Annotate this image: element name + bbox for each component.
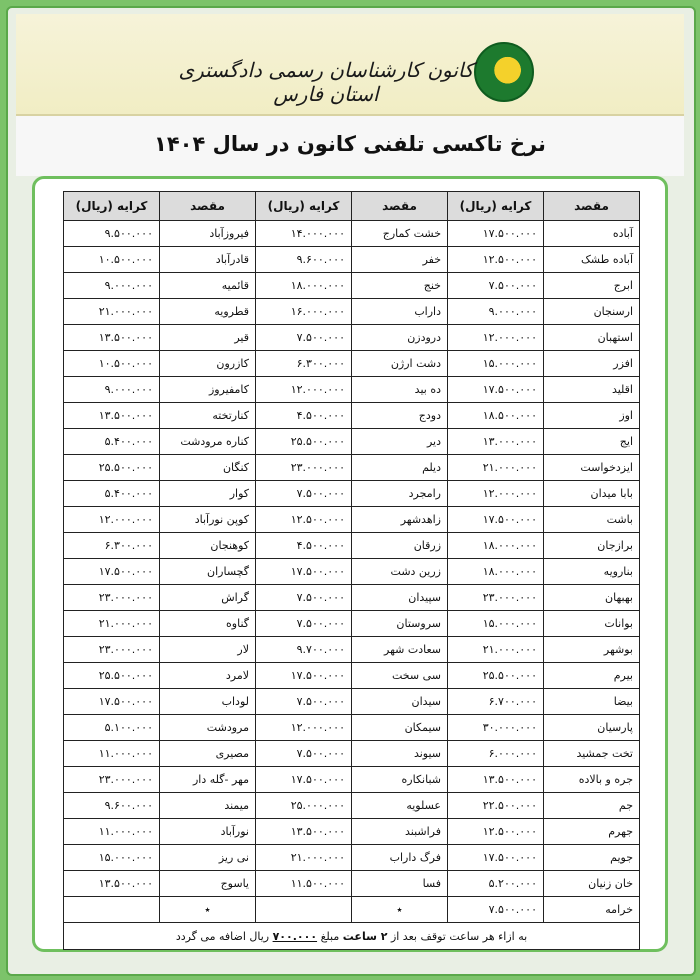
- destination-cell: بنارویه: [544, 559, 640, 585]
- destination-cell: کنگان: [160, 455, 256, 481]
- destination-cell: لوداب: [160, 689, 256, 715]
- destination-cell: خرامه: [544, 897, 640, 923]
- destination-cell: کوپن نورآباد: [160, 507, 256, 533]
- destination-cell: فرگ داراب: [352, 845, 448, 871]
- table-row: [64, 325, 640, 351]
- table-row: [64, 585, 640, 611]
- destination-cell: سعادت شهر: [352, 637, 448, 663]
- price-cell: ۵.۲۰۰.۰۰۰: [448, 871, 544, 897]
- destination-cell: فراشبند: [352, 819, 448, 845]
- destination-cell: کازرون: [160, 351, 256, 377]
- price-cell: ۱۳.۵۰۰.۰۰۰: [64, 325, 160, 351]
- price-cell: ۲۱.۰۰۰.۰۰۰: [64, 299, 160, 325]
- price-cell: ۱۰.۵۰۰.۰۰۰: [64, 351, 160, 377]
- price-cell: ۷.۵۰۰.۰۰۰: [256, 481, 352, 507]
- destination-cell: عسلویه: [352, 793, 448, 819]
- destination-cell: باشت: [544, 507, 640, 533]
- price-cell: ۱۷.۵۰۰.۰۰۰: [448, 377, 544, 403]
- destination-cell: نورآباد: [160, 819, 256, 845]
- table-row: [64, 559, 640, 585]
- price-cell: [256, 897, 352, 923]
- table-row: [64, 273, 640, 299]
- price-cell: ۱۷.۵۰۰.۰۰۰: [256, 767, 352, 793]
- destination-cell: دیلم: [352, 455, 448, 481]
- price-cell: ۹.۶۰۰.۰۰۰: [256, 247, 352, 273]
- price-cell: ۱۷.۵۰۰.۰۰۰: [64, 559, 160, 585]
- price-cell: ۲۳.۰۰۰.۰۰۰: [64, 767, 160, 793]
- table-row: [64, 221, 640, 247]
- price-cell: ۷.۵۰۰.۰۰۰: [448, 273, 544, 299]
- price-cell: ۷.۵۰۰.۰۰۰: [256, 611, 352, 637]
- destination-cell: داراب: [352, 299, 448, 325]
- destination-cell: بابا میدان: [544, 481, 640, 507]
- price-cell: ۱۳.۰۰۰.۰۰۰: [448, 429, 544, 455]
- destination-cell: نی ریز: [160, 845, 256, 871]
- footer-mid: مبلغ: [320, 929, 340, 943]
- price-cell: ۱۵.۰۰۰.۰۰۰: [448, 611, 544, 637]
- footer-amount: ۷۰۰.۰۰۰: [272, 929, 318, 943]
- destination-cell: سیدان: [352, 689, 448, 715]
- price-cell: ۲۲.۵۰۰.۰۰۰: [448, 793, 544, 819]
- price-cell: ۱۳.۵۰۰.۰۰۰: [64, 403, 160, 429]
- price-cell: ۱۷.۵۰۰.۰۰۰: [64, 689, 160, 715]
- price-cell: ۹.۰۰۰.۰۰۰: [64, 377, 160, 403]
- price-cell: ۹.۵۰۰.۰۰۰: [64, 221, 160, 247]
- price-cell: ۴.۵۰۰.۰۰۰: [256, 533, 352, 559]
- price-cell: ۱۲.۵۰۰.۰۰۰: [256, 507, 352, 533]
- footer-hours: ۲ ساعت: [342, 929, 388, 943]
- page-title: نرخ تاکسی تلفنی کانون در سال ۱۴۰۴: [154, 132, 546, 156]
- price-cell: ۱۲.۰۰۰.۰۰۰: [448, 325, 544, 351]
- price-cell: ۹.۰۰۰.۰۰۰: [448, 299, 544, 325]
- destination-cell: قادرآباد: [160, 247, 256, 273]
- destination-cell: خنج: [352, 273, 448, 299]
- table-row: [64, 377, 640, 403]
- price-cell: ۱۸.۵۰۰.۰۰۰: [448, 403, 544, 429]
- price-cell: ۱۲.۰۰۰.۰۰۰: [256, 377, 352, 403]
- price-cell: ۲۵.۰۰۰.۰۰۰: [256, 793, 352, 819]
- destination-cell: ایج: [544, 429, 640, 455]
- price-cell: ۲۱.۰۰۰.۰۰۰: [64, 611, 160, 637]
- table-row: [64, 351, 640, 377]
- destination-cell: میمند: [160, 793, 256, 819]
- price-cell: ۵.۴۰۰.۰۰۰: [64, 481, 160, 507]
- destination-cell: زاهدشهر: [352, 507, 448, 533]
- rates-panel: [32, 176, 668, 952]
- table-row: [64, 871, 640, 897]
- table-row: [64, 403, 640, 429]
- price-cell: ۷.۵۰۰.۰۰۰: [256, 325, 352, 351]
- rates-table: [63, 191, 640, 950]
- table-row: [64, 611, 640, 637]
- destination-cell: سیمکان: [352, 715, 448, 741]
- price-cell: ۱۱.۰۰۰.۰۰۰: [64, 741, 160, 767]
- table-row: [64, 507, 640, 533]
- table-row: [64, 767, 640, 793]
- price-cell: ۲۱.۰۰۰.۰۰۰: [448, 637, 544, 663]
- price-cell: ۷.۵۰۰.۰۰۰: [256, 741, 352, 767]
- price-cell: ۱۲.۵۰۰.۰۰۰: [448, 819, 544, 845]
- table-header-row: [64, 192, 640, 221]
- price-cell: ۲۳.۰۰۰.۰۰۰: [64, 637, 160, 663]
- destination-cell: بیضا: [544, 689, 640, 715]
- destination-cell: لامرد: [160, 663, 256, 689]
- table-row: [64, 533, 640, 559]
- price-cell: ۱۲.۰۰۰.۰۰۰: [256, 715, 352, 741]
- destination-cell: بوانات: [544, 611, 640, 637]
- price-cell: ۱۷.۵۰۰.۰۰۰: [448, 845, 544, 871]
- price-cell: ۲۵.۵۰۰.۰۰۰: [64, 663, 160, 689]
- price-cell: ۱۳.۵۰۰.۰۰۰: [448, 767, 544, 793]
- destination-cell: بوشهر: [544, 637, 640, 663]
- destination-cell: ٭: [352, 897, 448, 923]
- destination-cell: سی سخت: [352, 663, 448, 689]
- price-cell: ۱۵.۰۰۰.۰۰۰: [64, 845, 160, 871]
- destination-cell: شبانکاره: [352, 767, 448, 793]
- price-cell: ۶.۳۰۰.۰۰۰: [64, 533, 160, 559]
- price-cell: ۱۸.۰۰۰.۰۰۰: [448, 533, 544, 559]
- price-cell: ۶.۷۰۰.۰۰۰: [448, 689, 544, 715]
- header-banner: [16, 14, 684, 116]
- price-cell: ۳۰.۰۰۰.۰۰۰: [448, 715, 544, 741]
- price-cell: ۱۸.۰۰۰.۰۰۰: [448, 559, 544, 585]
- destination-cell: خفر: [352, 247, 448, 273]
- price-cell: ۱۸.۰۰۰.۰۰۰: [256, 273, 352, 299]
- footer-pre: به ازاء هر ساعت توقف بعد از: [390, 929, 528, 943]
- destination-cell: قطرویه: [160, 299, 256, 325]
- table-row: [64, 429, 640, 455]
- price-cell: ۹.۶۰۰.۰۰۰: [64, 793, 160, 819]
- col-price-header: کرایه (ریال): [256, 192, 352, 221]
- destination-cell: تخت جمشید: [544, 741, 640, 767]
- price-cell: ۲۵.۵۰۰.۰۰۰: [256, 429, 352, 455]
- price-cell: ۱۱.۰۰۰.۰۰۰: [64, 819, 160, 845]
- table-row: [64, 455, 640, 481]
- destination-cell: درودزن: [352, 325, 448, 351]
- destination-cell: خان زنیان: [544, 871, 640, 897]
- destination-cell: جهرم: [544, 819, 640, 845]
- price-cell: ۱۳.۵۰۰.۰۰۰: [64, 871, 160, 897]
- price-cell: ۱۲.۵۰۰.۰۰۰: [448, 247, 544, 273]
- destination-cell: اوز: [544, 403, 640, 429]
- destination-cell: جویم: [544, 845, 640, 871]
- table-row: [64, 689, 640, 715]
- table-row: [64, 897, 640, 923]
- table-row: [64, 663, 640, 689]
- destination-cell: ٭: [160, 897, 256, 923]
- table-row: [64, 247, 640, 273]
- destination-cell: دشت ارژن: [352, 351, 448, 377]
- destination-cell: زرقان: [352, 533, 448, 559]
- destination-cell: ایزدخواست: [544, 455, 640, 481]
- table-row: [64, 637, 640, 663]
- destination-cell: بیرم: [544, 663, 640, 689]
- price-cell: ۱۳.۵۰۰.۰۰۰: [256, 819, 352, 845]
- destination-cell: مصیری: [160, 741, 256, 767]
- destination-cell: کناره مرودشت: [160, 429, 256, 455]
- destination-cell: بهبهان: [544, 585, 640, 611]
- col-dest-header: مقصد: [544, 192, 640, 221]
- destination-cell: گراش: [160, 585, 256, 611]
- destination-cell: فیروزآباد: [160, 221, 256, 247]
- price-cell: ۲۳.۰۰۰.۰۰۰: [256, 455, 352, 481]
- destination-cell: قائمیه: [160, 273, 256, 299]
- table-row: [64, 741, 640, 767]
- destination-cell: یاسوج: [160, 871, 256, 897]
- price-cell: ۵.۱۰۰.۰۰۰: [64, 715, 160, 741]
- price-cell: [64, 897, 160, 923]
- col-price-header: کرایه (ریال): [64, 192, 160, 221]
- price-cell: ۱۷.۵۰۰.۰۰۰: [448, 507, 544, 533]
- price-cell: ۲۳.۰۰۰.۰۰۰: [448, 585, 544, 611]
- price-cell: ۱۲.۰۰۰.۰۰۰: [64, 507, 160, 533]
- price-cell: ۱۴.۰۰۰.۰۰۰: [256, 221, 352, 247]
- destination-cell: ده بید: [352, 377, 448, 403]
- destination-cell: سپیدان: [352, 585, 448, 611]
- destination-cell: کوهنجان: [160, 533, 256, 559]
- col-price-header: کرایه (ریال): [448, 192, 544, 221]
- table-row: [64, 793, 640, 819]
- destination-cell: دودج: [352, 403, 448, 429]
- footer-row: [64, 923, 640, 950]
- price-cell: ۲۱.۰۰۰.۰۰۰: [448, 455, 544, 481]
- destination-cell: سیوند: [352, 741, 448, 767]
- destination-cell: پارسیان: [544, 715, 640, 741]
- table-row: [64, 481, 640, 507]
- price-cell: ۷.۵۰۰.۰۰۰: [256, 689, 352, 715]
- destination-cell: جره و بالاده: [544, 767, 640, 793]
- destination-cell: مرودشت: [160, 715, 256, 741]
- price-cell: ۹.۷۰۰.۰۰۰: [256, 637, 352, 663]
- destination-cell: اقلید: [544, 377, 640, 403]
- price-cell: ۱۶.۰۰۰.۰۰۰: [256, 299, 352, 325]
- price-cell: ۷.۵۰۰.۰۰۰: [448, 897, 544, 923]
- destination-cell: برازجان: [544, 533, 640, 559]
- destination-cell: خشت کمارج: [352, 221, 448, 247]
- col-dest-header: مقصد: [352, 192, 448, 221]
- destination-cell: ابرج: [544, 273, 640, 299]
- destination-cell: کامفیروز: [160, 377, 256, 403]
- table-row: [64, 819, 640, 845]
- col-dest-header: مقصد: [160, 192, 256, 221]
- destination-cell: فسا: [352, 871, 448, 897]
- price-cell: ۱۰.۵۰۰.۰۰۰: [64, 247, 160, 273]
- table-row: [64, 299, 640, 325]
- org-title: کانون کارشناسان رسمی دادگستری استان فارس: [178, 58, 474, 106]
- destination-cell: لار: [160, 637, 256, 663]
- destination-cell: آباده: [544, 221, 640, 247]
- price-cell: ۱۷.۵۰۰.۰۰۰: [448, 221, 544, 247]
- footer-note: [64, 923, 640, 950]
- footer-post: ریال اضافه می گردد: [175, 929, 270, 943]
- price-cell: ۱۷.۵۰۰.۰۰۰: [256, 559, 352, 585]
- price-cell: ۴.۵۰۰.۰۰۰: [256, 403, 352, 429]
- destination-cell: سروستان: [352, 611, 448, 637]
- title-band: [16, 116, 684, 176]
- price-cell: ۵.۴۰۰.۰۰۰: [64, 429, 160, 455]
- destination-cell: کنارتخته: [160, 403, 256, 429]
- destination-cell: گناوه: [160, 611, 256, 637]
- price-cell: ۱۲.۰۰۰.۰۰۰: [448, 481, 544, 507]
- price-cell: ۶.۳۰۰.۰۰۰: [256, 351, 352, 377]
- table-row: [64, 845, 640, 871]
- destination-cell: استهبان: [544, 325, 640, 351]
- destination-cell: آباده طشک: [544, 247, 640, 273]
- destination-cell: قیر: [160, 325, 256, 351]
- price-cell: ۱۷.۵۰۰.۰۰۰: [256, 663, 352, 689]
- destination-cell: مهر -گله دار: [160, 767, 256, 793]
- price-cell: ۲۱.۰۰۰.۰۰۰: [256, 845, 352, 871]
- destination-cell: افزر: [544, 351, 640, 377]
- price-cell: ۱۵.۰۰۰.۰۰۰: [448, 351, 544, 377]
- price-cell: ۶.۰۰۰.۰۰۰: [448, 741, 544, 767]
- price-cell: ۲۵.۵۰۰.۰۰۰: [64, 455, 160, 481]
- destination-cell: ارسنجان: [544, 299, 640, 325]
- destination-cell: جم: [544, 793, 640, 819]
- price-cell: ۱۱.۵۰۰.۰۰۰: [256, 871, 352, 897]
- price-cell: ۲۵.۵۰۰.۰۰۰: [448, 663, 544, 689]
- destination-cell: کوار: [160, 481, 256, 507]
- destination-cell: دیر: [352, 429, 448, 455]
- table-row: [64, 715, 640, 741]
- destination-cell: زرین دشت: [352, 559, 448, 585]
- destination-cell: گچساران: [160, 559, 256, 585]
- price-cell: ۷.۵۰۰.۰۰۰: [256, 585, 352, 611]
- destination-cell: رامجرد: [352, 481, 448, 507]
- price-cell: ۹.۰۰۰.۰۰۰: [64, 273, 160, 299]
- price-cell: ۲۳.۰۰۰.۰۰۰: [64, 585, 160, 611]
